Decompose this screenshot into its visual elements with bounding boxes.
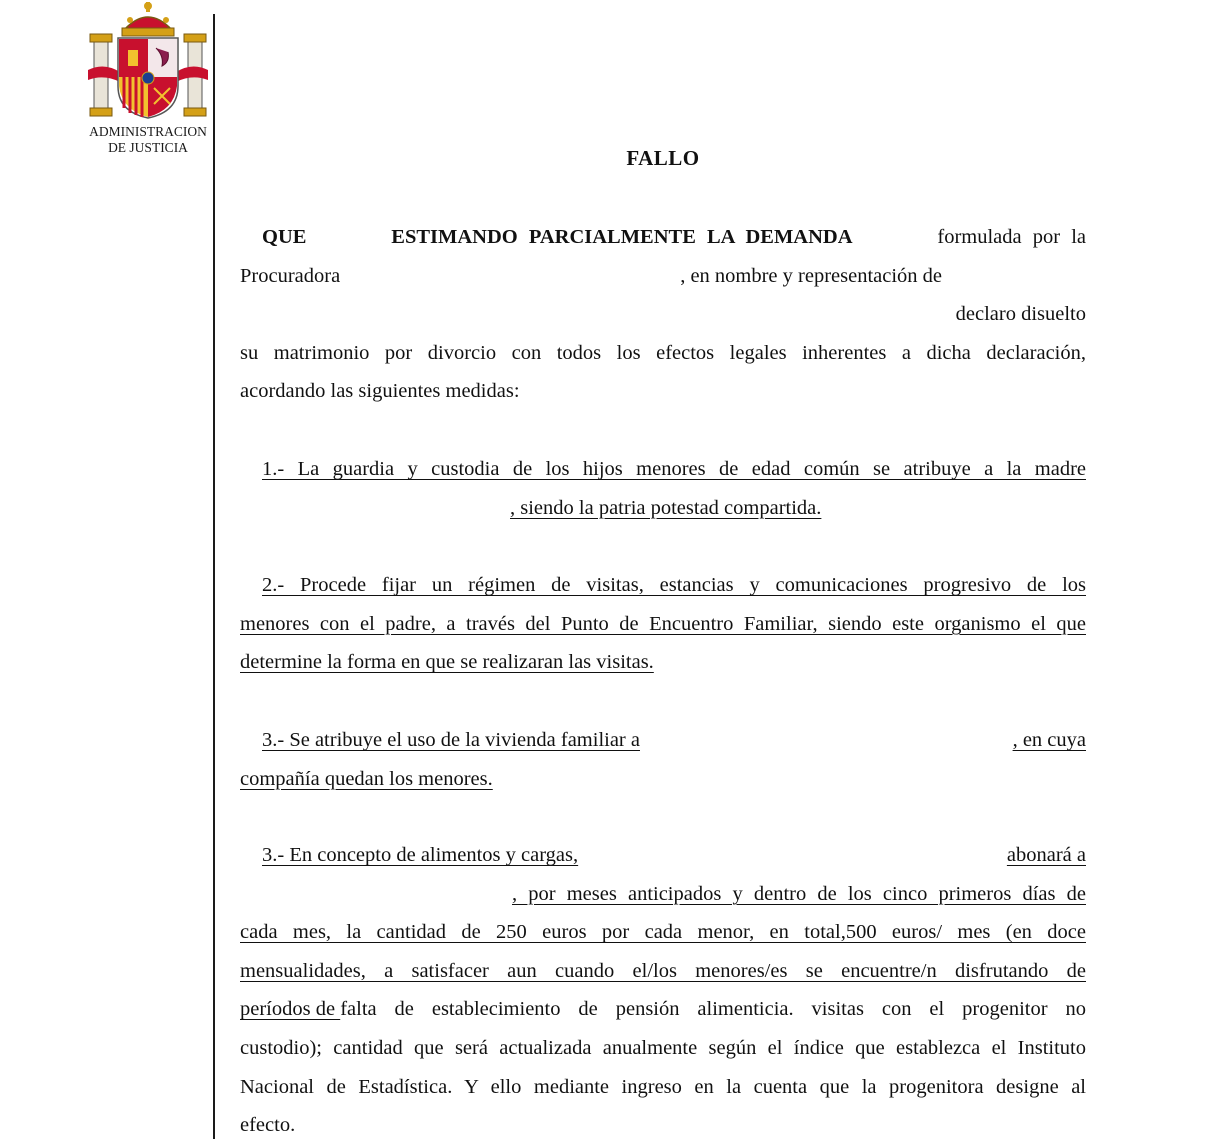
representacion-text: , en nombre y representación de: [680, 264, 943, 287]
intro-line2: [240, 257, 1086, 296]
measure-2-line2: menores con el padre, a través del Punto de Encuentro Familiar, siendo este organismo el que: [240, 612, 1086, 635]
measure-2-line1: 2.- Procede fijar un régimen de visitas, estancias y comunicaciones progresivo de los: [262, 574, 1086, 596]
measure-2-line3: determine la forma en que se realizaran las visitas.: [240, 651, 654, 674]
que-word: QUE: [262, 226, 307, 248]
measure-4-line5-rest: falta de establecimiento de pensión alimenticia. visitas con el progenitor no: [340, 998, 1086, 1021]
measure-4: [240, 836, 1086, 1145]
measure-3: [240, 721, 1086, 798]
intro-line3: [240, 295, 1086, 334]
estimando-phrase: ESTIMANDO PARCIALMENTE LA DEMANDA: [391, 226, 853, 248]
margin-rule: [213, 14, 215, 1139]
measure-4-line1-b: abonará a: [1006, 844, 1086, 866]
measure-4-line3: cada mes, la cantidad de 250 euros por cada menor, en total,500 euros/ mes (en doce: [240, 921, 1086, 944]
measure-4-line1: [240, 836, 1086, 875]
measure-4-line5-u: períodos de: [240, 998, 341, 1021]
measure-1: [240, 450, 1086, 527]
declaro-text: declaro disuelto: [955, 303, 1086, 326]
intro-line1: [240, 218, 1086, 257]
measure-1-line2: , siendo la patria potestad compartida.: [510, 496, 822, 519]
intro-paragraph: [240, 218, 1086, 411]
measure-3-line1: [240, 721, 1086, 760]
measure-1-line1: 1.- La guardia y custodia de los hijos menores de edad común se atribuye a la madre: [262, 458, 1086, 480]
page-title: FALLO: [626, 146, 700, 170]
intro-line4: su matrimonio por divorcio con todos los efectos legales inherentes a dicha declaración,: [240, 341, 1086, 364]
measure-4-line7: Nacional de Estadística. Y ello mediante ingreso en la cuenta que la progenitora designe al: [240, 1075, 1086, 1098]
measure-4-line5: [240, 990, 1086, 1029]
crest-caption-line1: ADMINISTRACION: [89, 124, 207, 139]
crest-caption: [70, 124, 226, 156]
measure-3-line1-a: 3.- Se atribuye el uso de la vivienda familiar a: [262, 729, 640, 751]
measure-4-line8: efecto.: [240, 1114, 296, 1137]
measure-4-line6: custodio); cantidad que será actualizada anualmente según el índice que establezca el Instituto: [240, 1036, 1086, 1059]
measure-4-line2: , por meses anticipados y dentro de los cinco primeros días de: [512, 882, 1086, 905]
coat-of-arms-logo: [84, 0, 212, 124]
crest-caption-line2: DE JUSTICIA: [108, 140, 188, 155]
measure-3-line1-b: , en cuya: [1012, 729, 1086, 751]
formulada-text: formulada por la: [937, 226, 1086, 248]
measure-4-line4: mensualidades, a satisfacer aun cuando el/los menores/es se encuentre/n disfrutando de: [240, 959, 1086, 982]
measure-3-line2: compañía quedan los menores.: [240, 767, 493, 790]
measure-2: [240, 566, 1086, 682]
intro-line5: acordando las siguientes medidas:: [240, 380, 520, 403]
procuradora-text: Procuradora: [240, 264, 341, 287]
measure-4-line1-a: 3.- En concepto de alimentos y cargas,: [262, 844, 579, 866]
